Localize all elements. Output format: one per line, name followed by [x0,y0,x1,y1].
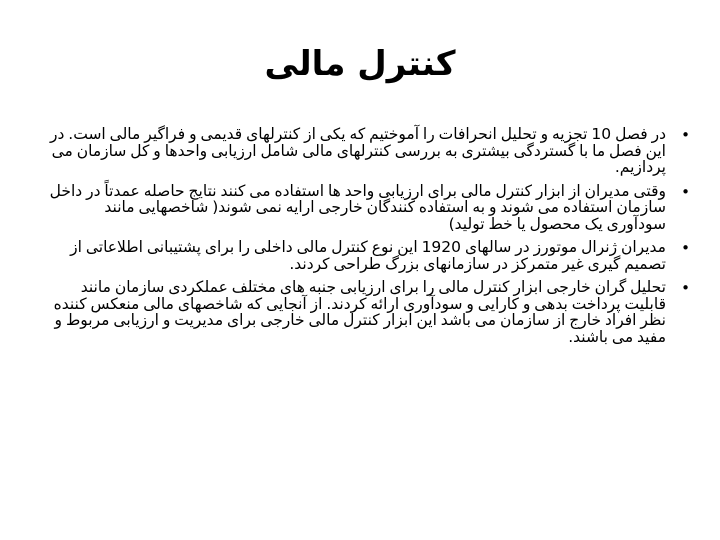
bullet-item [44,239,694,272]
bullet-item [44,279,694,345]
bullet-text: تحلیل گران خارجی ابزار کنترل مالی را برای ارزیابی جنبه های مختلف عملکردی سازمان مانند قابلیت پرداخت بدهی و کارایی و سودآوری ارائه کردند. از آنجایی که شاخصهای مالی منعکس کننده نظر افراد خارج از سازمان می باشد این ابزار کنترل مالی خارجی برای مدیریت و ارزیابی مربوط و مفید می باشند. [53,278,666,346]
bullet-list [44,126,694,352]
bullet-text: وقتی مدیران از ابزار کنترل مالی برای ارزیابی واحد ها استفاده می کنند نتایج حاصله عمدتاً در داخل سازمان استفاده می شوند و به استفاده کنندگان خارجی ارایه نمی شوند( شاخصهایی مانند سودآوری یک محصول یا خط تولید) [49,181,666,233]
bullet-dot-icon: • [681,182,690,201]
bullet-dot-icon: • [681,239,690,257]
bullet-item [44,183,694,233]
slide-title: کنترل مالی [264,44,456,84]
bullet-dot-icon: • [681,279,690,297]
bullet-dot-icon: • [681,126,690,144]
bullet-text: مدیران ژنرال موتورز در سالهای 1920 این نوع کنترل مالی داخلی را برای پشتیبانی اطلاعاتی از تصمیم گیری غیر متمرکز در سازمانهای بزرگ طراحی کردند. [70,238,666,273]
bullet-text: در فصل 10 تجزیه و تحلیل انحرافات را آموختیم که یکی از کنترلهای قدیمی و فراگیر مالی است. در این فصل ما با گستردگی بیشتری به بررسی کنترلهای مالی شامل ارزیابی واحدها و کل سازمان می پردازیم. [49,125,666,176]
bullet-item [44,126,694,176]
